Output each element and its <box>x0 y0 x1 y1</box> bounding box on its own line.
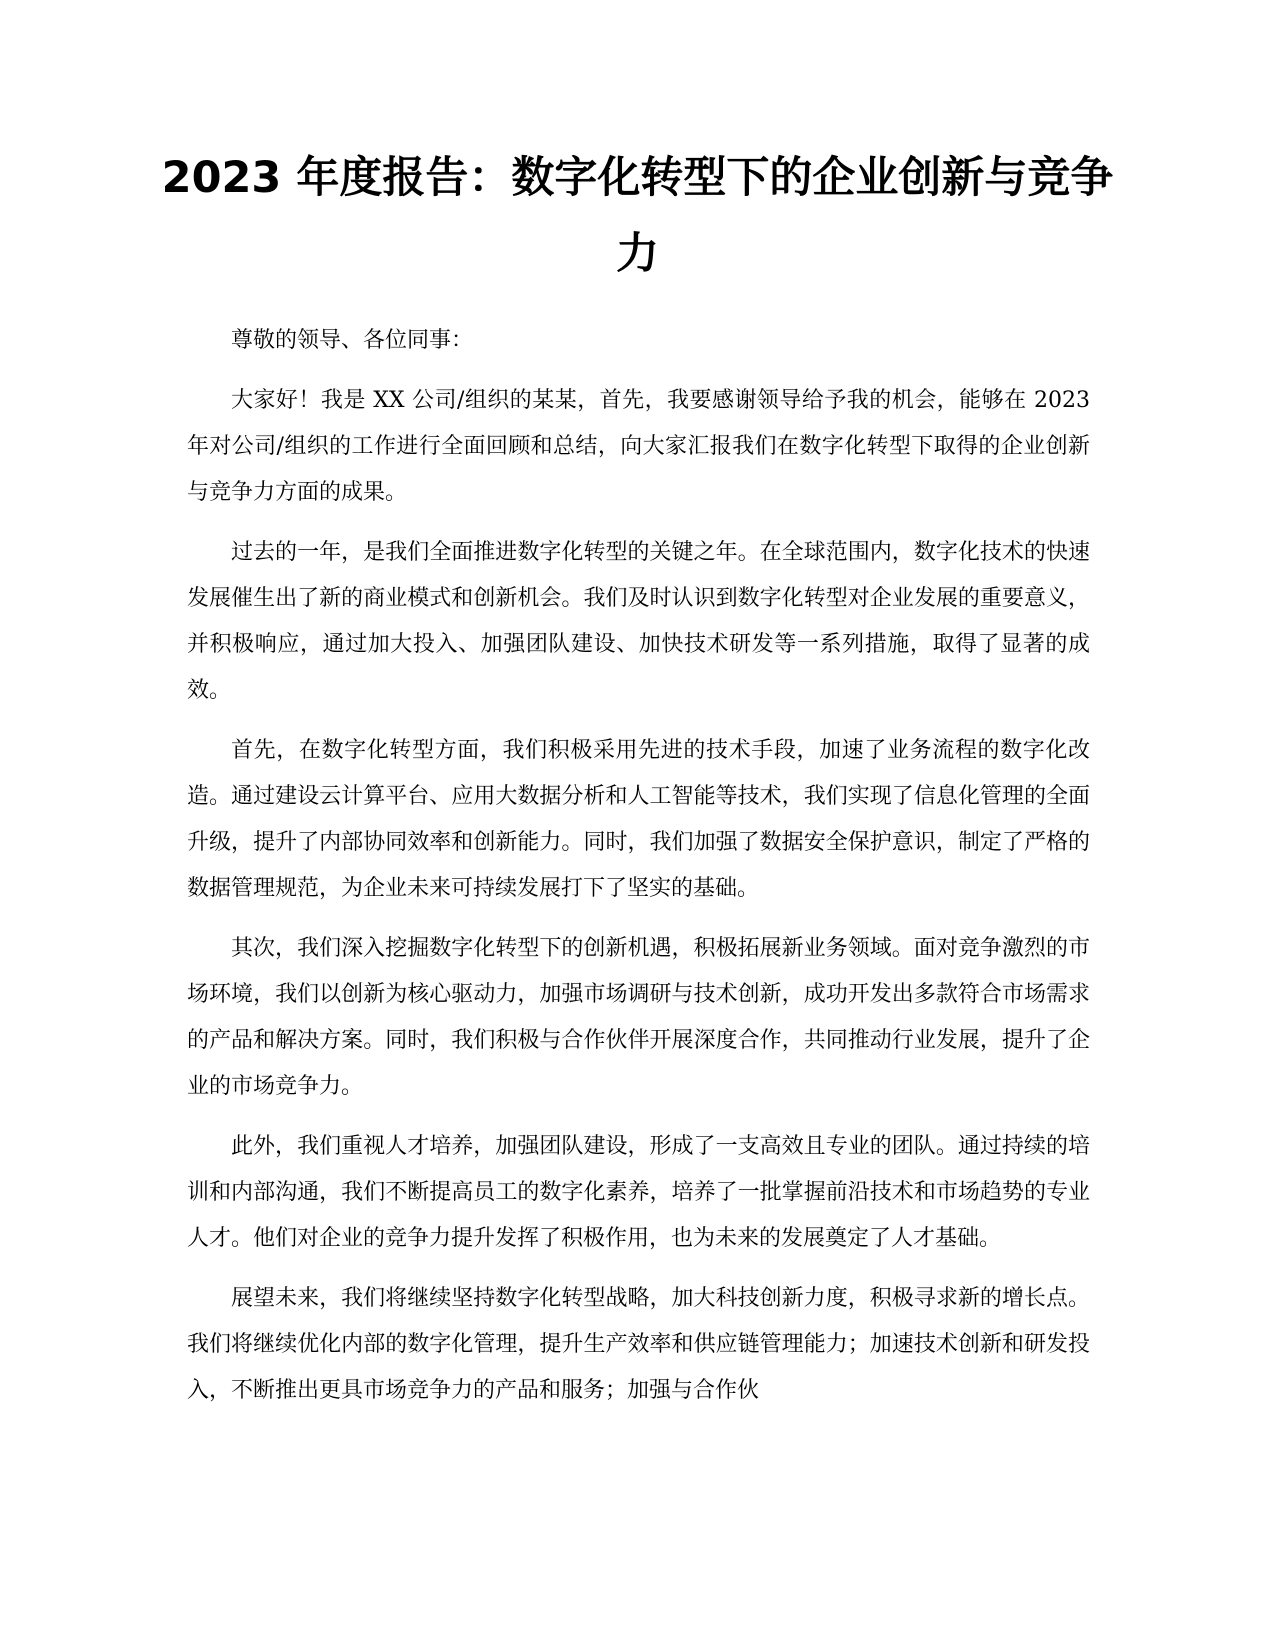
salutation-paragraph: 尊敬的领导、各位同事： <box>231 328 474 353</box>
body-paragraph: 此外，我们重视人才培养，加强团队建设，形成了一支高效且专业的团队。通过持续的培训和内部沟通，我们不断提高员工的数字化素养，培养了一批掌握前沿技术和市场趋势的专业人才。他们对企业的竞争力提升发挥了积极作用，也为未来的发展奠定了人才基础。 <box>187 1134 1090 1251</box>
body-paragraph: 过去的一年，是我们全面推进数字化转型的关键之年。在全球范围内，数字化技术的快速发展催生出了新的商业模式和创新机会。我们及时认识到数字化转型对企业发展的重要意义，并积极响应，通过加大投入、加强团队建设、加快技术研发等一系列措施，取得了显著的成效。 <box>187 540 1090 703</box>
body-paragraph: 展望未来，我们将继续坚持数字化转型战略，加大科技创新力度，积极寻求新的增长点。我们将继续优化内部的数字化管理，提升生产效率和供应链管理能力；加速技术创新和研发投入，不断推出更具市场竞争力的产品和服务；加强与合作伙 <box>187 1286 1090 1403</box>
body-paragraph: 其次，我们深入挖掘数字化转型下的创新机遇，积极拓展新业务领域。面对竞争激烈的市场环境，我们以创新为核心驱动力，加强市场调研与技术创新，成功开发出多款符合市场需求的产品和解决方案。同时，我们积极与合作伙伴开展深度合作，共同推动行业发展，提升了企业的市场竞争力。 <box>187 936 1090 1099</box>
body-paragraph: 首先，在数字化转型方面，我们积极采用先进的技术手段，加速了业务流程的数字化改造。通过建设云计算平台、应用大数据分析和人工智能等技术，我们实现了信息化管理的全面升级，提升了内部协同效率和创新能力。同时，我们加强了数据安全保护意识，制定了严格的数据管理规范，为企业未来可持续发展打下了坚实的基础。 <box>187 738 1090 901</box>
body-paragraph: 大家好！我是 XX 公司/组织的某某，首先，我要感谢领导给予我的机会，能够在 2023 年对公司/组织的工作进行全面回顾和总结，向大家汇报我们在数字化转型下取得的企业创新与竞争力方面的成果。 <box>187 388 1090 505</box>
document-title: 2023 年度报告：数字化转型下的企业创新与竞争力 <box>161 153 1114 279</box>
document-body <box>187 318 1090 1428</box>
